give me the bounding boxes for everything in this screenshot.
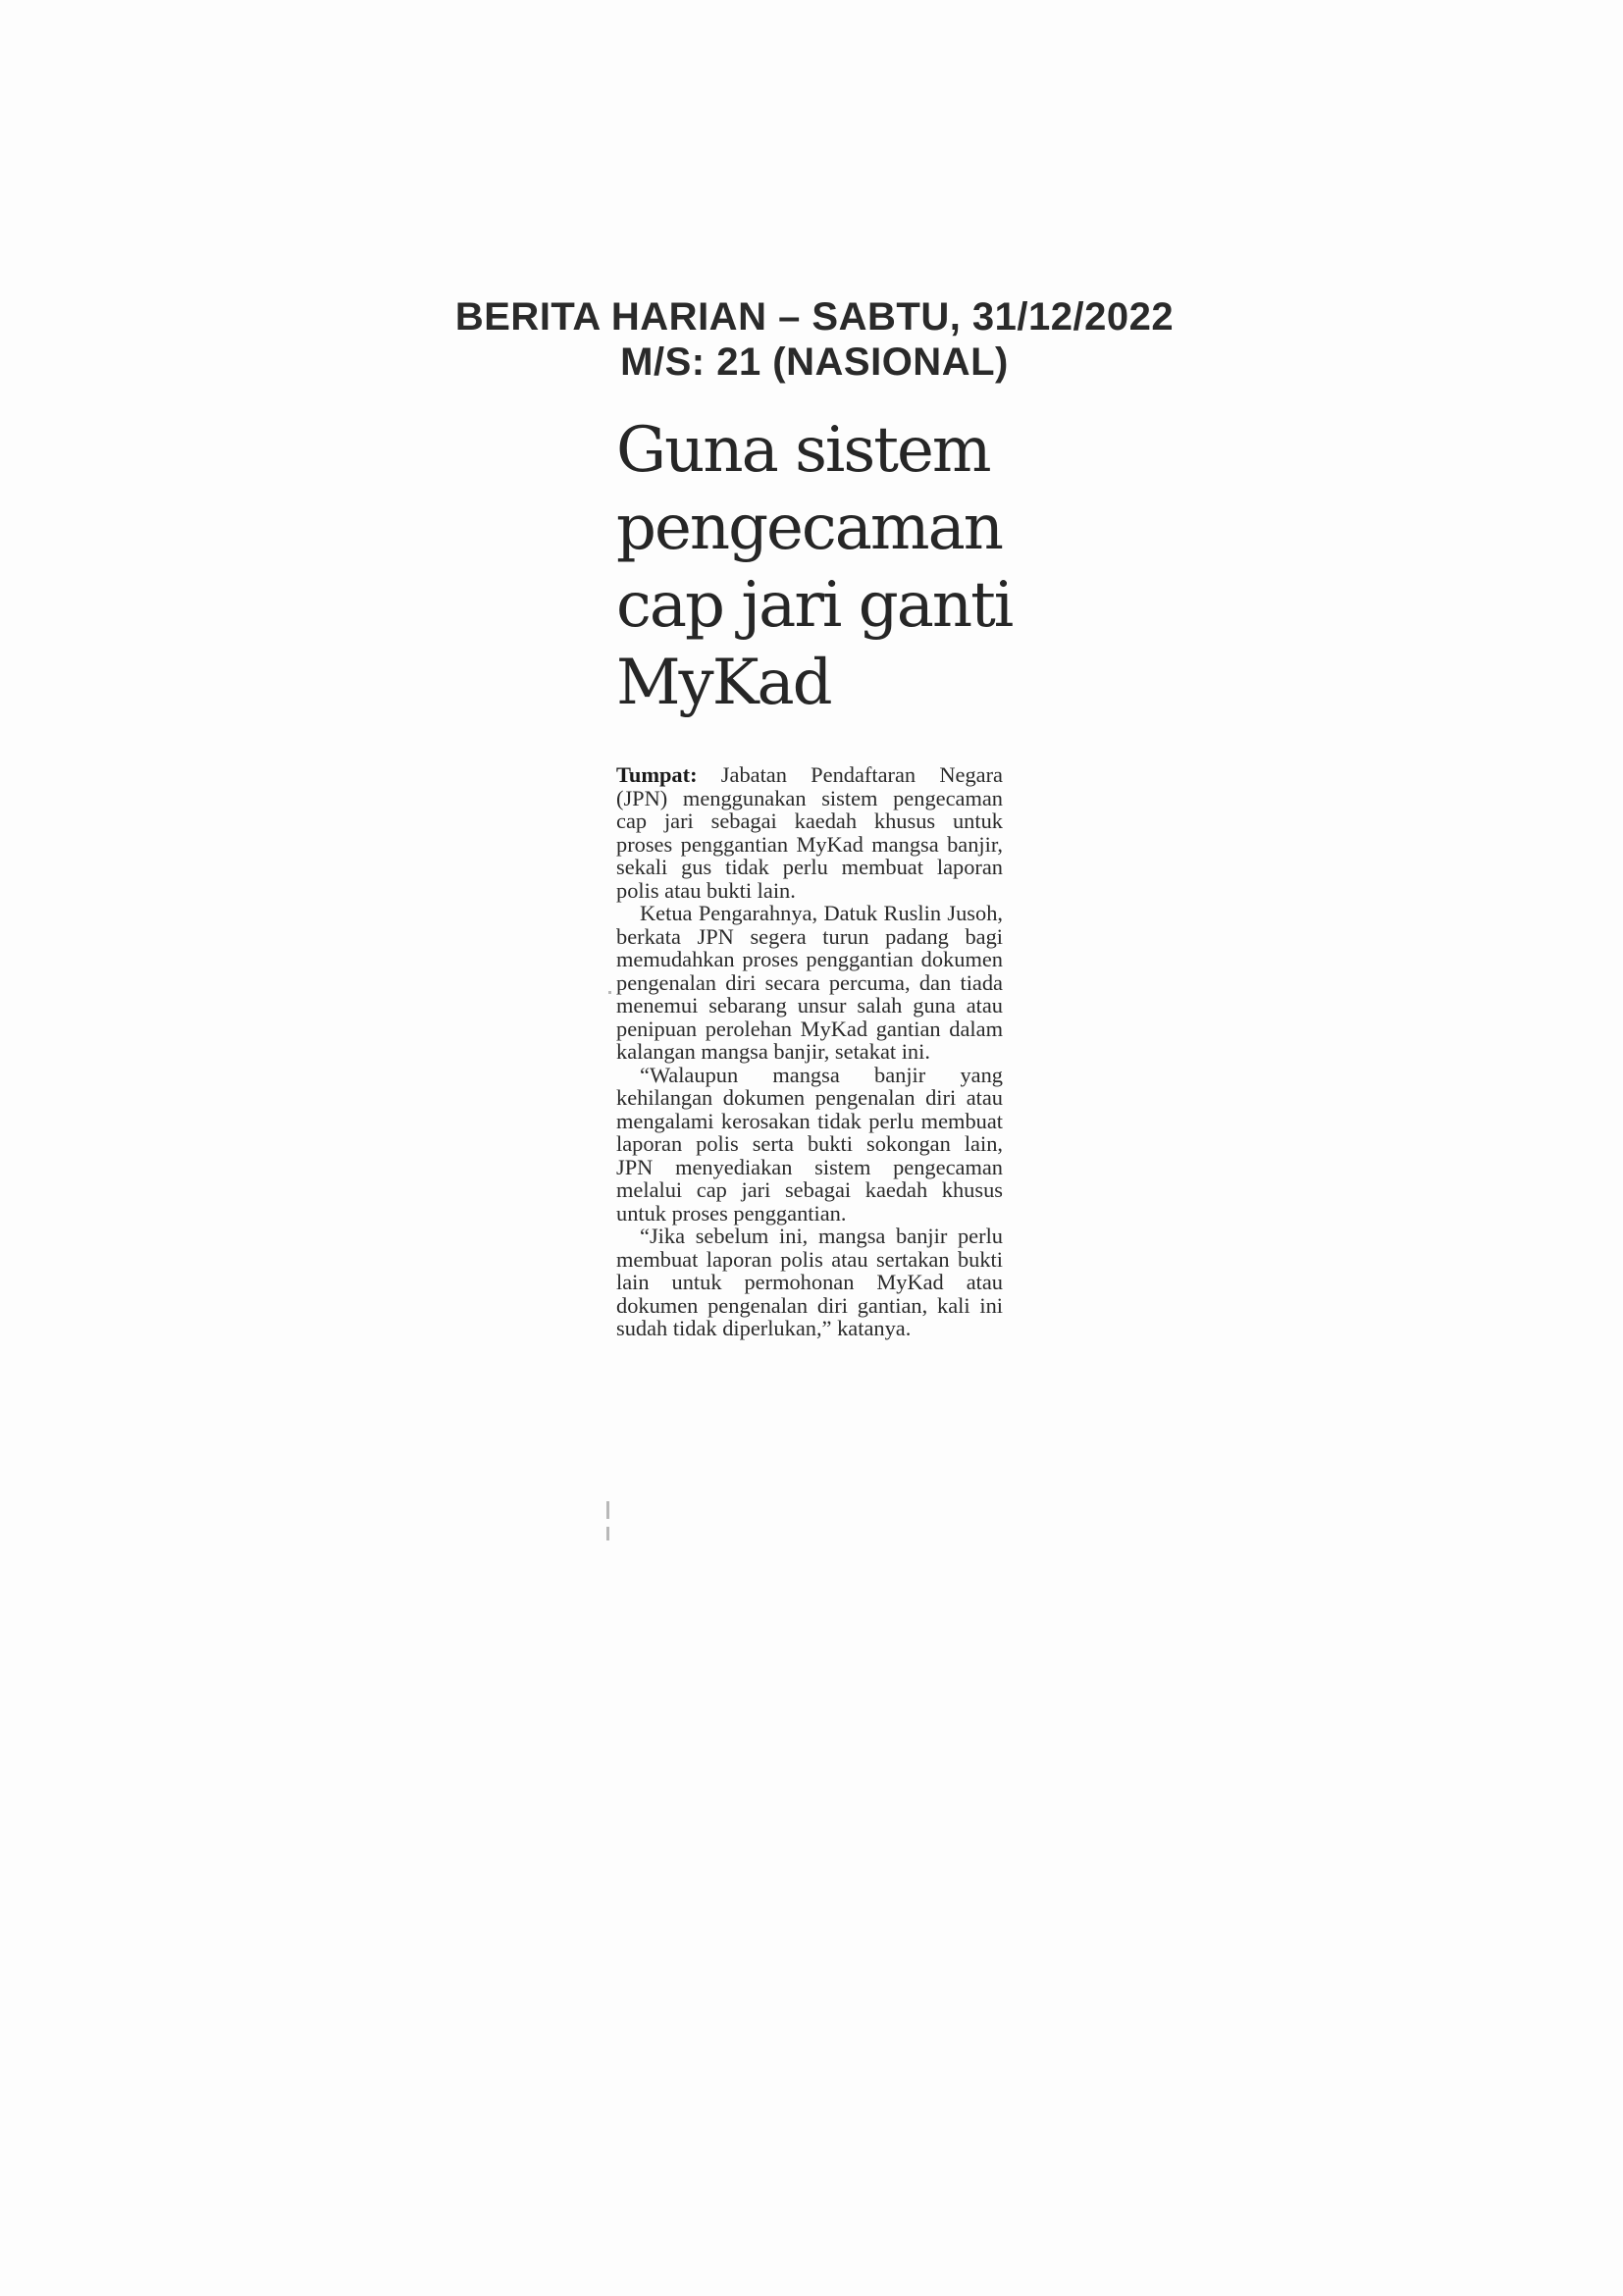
- news-clipping: [601, 412, 1013, 1340]
- paragraph-text: Jabatan Pendaftaran Negara (JPN) menggunakan sistem pengecaman cap jari sebagai kaedah khusus untuk proses penggantian MyKad mangsa banjir, sekali gus tidak perlu membuat laporan polis atau bukti lain.: [616, 762, 1003, 903]
- article-headline: [616, 412, 1013, 722]
- headline-line: MyKad: [616, 647, 831, 719]
- scan-artifact: [608, 991, 611, 994]
- scan-artifact: [606, 1501, 609, 1519]
- scan-artifact: [606, 1527, 609, 1540]
- headline-line: cap jari ganti: [616, 569, 1013, 642]
- article-paragraph: “Walaupun mangsa banjir yang kehilangan dokumen pengenalan diri atau mengalami kerosakan tidak perlu membuat laporan polis serta bukti sokongan lain, JPN menyediakan sistem pengecaman melalui cap jari sebagai kaedah khusus untuk proses penggantian.: [616, 1062, 1003, 1226]
- publication-date-line: BERITA HARIAN – SABTU, 31/12/2022: [454, 295, 1175, 339]
- article-paragraph: Ketua Pengarahnya, Datuk Ruslin Jusoh, berkata JPN segera turun padang bagi memudahkan proses penggantian dokumen pengenalan diri secara percuma, dan tiada menemui sebarang unsur salah guna atau penipuan perolehan MyKad gantian dalam kalangan mangsa banjir, setakat ini.: [616, 901, 1003, 1064]
- article-paragraph: [616, 763, 1003, 902]
- article-body: [616, 763, 1003, 1340]
- headline-line: Guna sistem: [616, 414, 990, 487]
- article-dateline: Tumpat:: [616, 762, 698, 787]
- clipping-source-header: [373, 294, 1256, 385]
- headline-line: pengecaman: [616, 492, 1002, 564]
- page-section-line: M/S: 21 (NASIONAL): [620, 340, 1009, 384]
- article-paragraph: “Jika sebelum ini, mangsa banjir perlu membuat laporan polis atau sertakan bukti lain untuk permohonan MyKad atau dokumen pengenalan diri gantian, kali ini sudah tidak diperlukan,” katanya.: [616, 1224, 1003, 1340]
